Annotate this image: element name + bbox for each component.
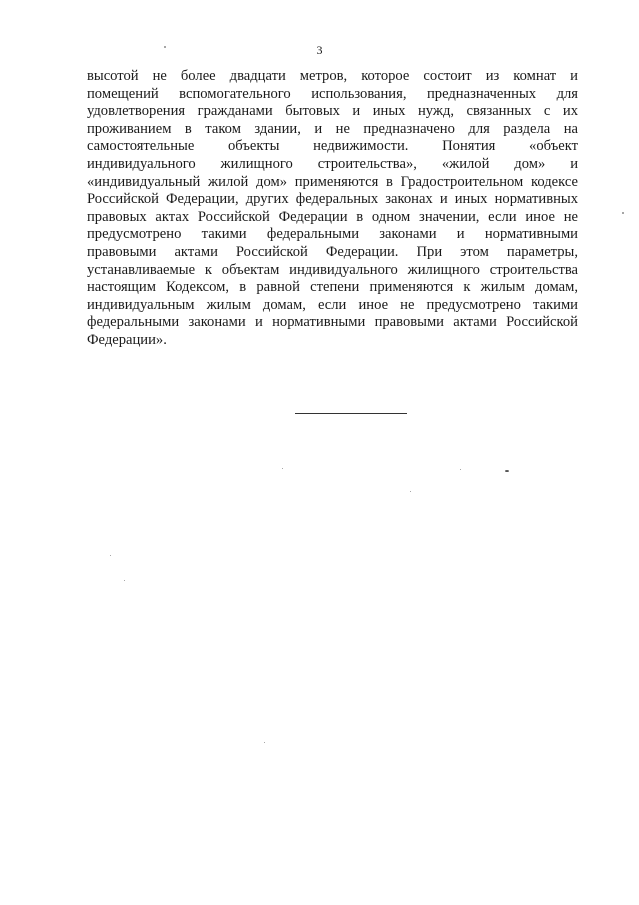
text-line: самостоятельные объекты недвижимости. Понятия «объект [87,138,578,155]
scan-speck [460,469,461,470]
scan-speck [282,468,283,469]
text-line: федеральными законами и нормативными правовыми актами Российской [87,314,578,331]
page-number: 3 [316,43,323,57]
text-line: Федерации». [87,331,167,348]
text-line: помещений вспомогательного использования, предназначенных для [87,85,578,102]
text-line: проживанием в таком здании, и не предназначено для раздела на [87,120,578,137]
text-line: устанавливаемые к объектам индивидуального жилищного строительства [87,261,578,278]
text-line: индивидуального жилищного строительства», «жилой дом» и [87,155,578,172]
scan-speck [410,491,411,492]
text-line: Российской Федерации, других федеральных законах и иных нормативных [87,191,578,208]
text-line: «индивидуальный жилой дом» применяются в Градостроительном кодексе [87,173,578,190]
text-line: правовыми актами Российской Федерации. При этом параметры, [87,243,578,260]
document-body-text [87,68,578,350]
text-line: предусмотрено такими федеральными законами и нормативными [87,226,578,243]
text-line: индивидуальным жилым домам, если иное не предусмотрено такими [87,296,578,313]
end-of-text-rule [295,413,407,414]
scan-speck [124,580,125,581]
text-line: удовлетворения гражданами бытовых и иных нужд, связанных с их [87,103,578,120]
scan-speck [164,46,166,48]
scan-speck [622,212,624,214]
scan-speck [110,555,111,556]
text-line: настоящим Кодексом, в равной степени применяются к жилым домам, [87,279,578,296]
text-line: правовых актах Российской Федерации в одном значении, если иное не [87,208,578,225]
scan-speck [264,742,265,743]
scan-speck [505,470,509,472]
text-line: высотой не более двадцати метров, которое состоит из комнат и [87,68,578,84]
